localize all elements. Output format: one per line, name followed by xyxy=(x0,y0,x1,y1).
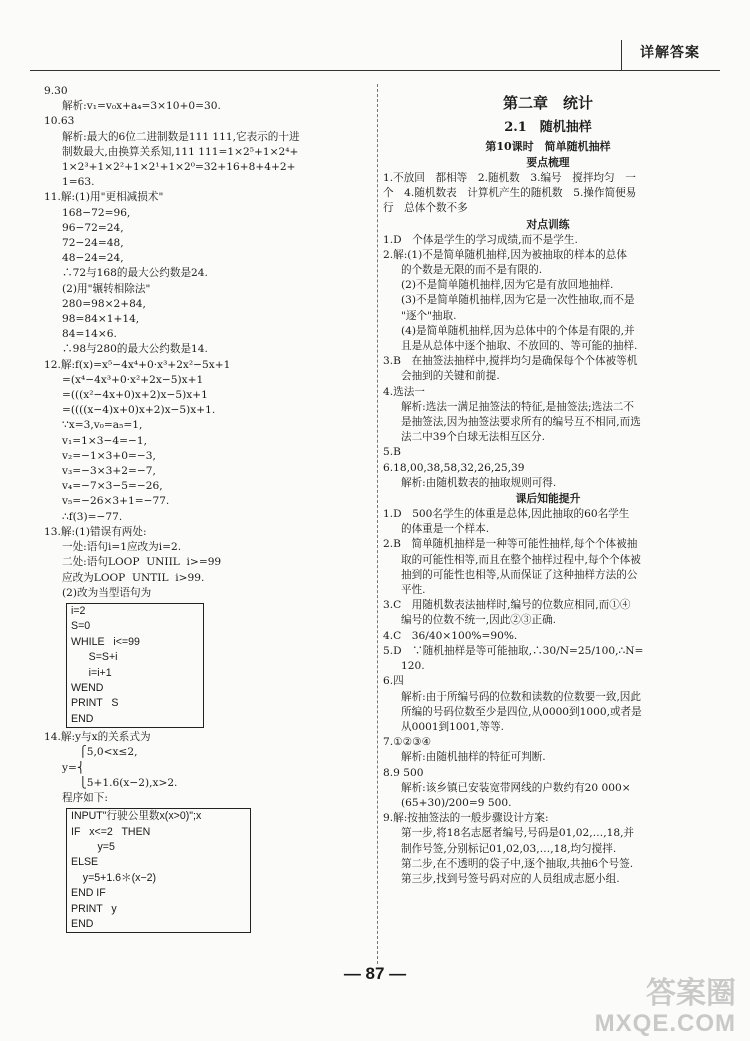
answer-line: 2.B 简单随机抽样是一种等可能性抽样,每个个体被抽 xyxy=(383,538,638,551)
answer-line: v₂=−1×3+0=−3, xyxy=(62,449,156,462)
answer-line: 280=98×2+84, xyxy=(62,297,146,310)
answer-line: 且是从总体中逐个抽取、不放回的、等可能的抽样. xyxy=(401,340,638,353)
answer-line: "逐个"抽取. xyxy=(401,309,457,322)
answer-line: 12.解:f(x)=x⁵−4x⁴+0·x³+2x²−5x+1 xyxy=(44,358,231,371)
answer-line: 解析:最大的6位二进制数是111 111,它表示的十进 xyxy=(62,130,300,143)
answer-line: =(((x²−4x+0)x+2)x−5)x+1 xyxy=(62,389,208,402)
answer-line: (4)是简单随机抽样,因为总体中的个体是有限的,并 xyxy=(401,324,635,337)
answer-line: 制作号签,分别标记01,02,03,…,18,均匀搅拌. xyxy=(401,842,617,855)
answer-line: 从0001到1001,等等. xyxy=(401,720,505,733)
key-points xyxy=(383,171,713,217)
answer-line: ⎩5+1.6(x−2),x>2. xyxy=(62,776,178,789)
answer-line: 编号的位数不统一,因此②③正确. xyxy=(401,614,557,627)
answer-line: 解析:该乡镇已安装宽带网线的户数约有20 000× xyxy=(401,781,631,794)
code-box-while xyxy=(66,603,204,728)
answer-line: 6.18,00,38,58,32,26,25,39 xyxy=(383,461,525,474)
answer-line: 120. xyxy=(401,660,425,673)
answer-line: 是抽签法,因为抽签法要求所有的编号互不相同,而选 xyxy=(401,416,641,429)
answer-line: ∴72与168的最大公约数是24. xyxy=(62,267,208,280)
answer-line: v₃=−3×3+2=−7, xyxy=(62,465,156,478)
answer-line: (65+30)/200=9 500. xyxy=(401,796,512,809)
page-number: — 87 — xyxy=(343,964,407,983)
answer-line: v₁=1×3−4=−1, xyxy=(62,434,147,447)
answer-line: 解析:由随机抽样的特征可判断. xyxy=(401,751,546,764)
watermark xyxy=(595,977,736,1037)
answer-line: 取的可能性相等,而且在整个抽样过程中,每个个体被 xyxy=(401,553,641,566)
answer-line: 一处:语句i=1应改为i=2. xyxy=(62,541,182,554)
code-line: ELSE xyxy=(71,856,99,869)
code-line: PRINT S xyxy=(71,697,119,710)
answer-line: 48−24=24, xyxy=(62,252,124,265)
code-line: END xyxy=(71,712,94,725)
code-line: END xyxy=(71,918,94,931)
answer-line: 的个数是无限的而不是有限的. xyxy=(401,264,543,277)
code-line: y=5 xyxy=(71,840,115,853)
answer-line: ⎧5,0<x≤2, xyxy=(62,746,138,759)
subheading-key-points: 要点梳理 xyxy=(526,156,570,169)
chapter-title: 第二章 统计 xyxy=(502,94,593,112)
answer-line: 6.四 xyxy=(383,675,404,688)
answer-line: (3)不是简单随机抽样,因为它是一次性抽取,而不是 xyxy=(401,294,635,307)
practice-answers xyxy=(383,233,713,491)
answer-line: 11.解:(1)用"更相减损术" xyxy=(44,191,164,204)
answer-line: 平性. xyxy=(401,584,426,597)
code-line: S=S+i xyxy=(71,651,118,664)
answer-line: 解析:由于所编号码的位数和读数的位数要一致,因此 xyxy=(401,690,641,703)
answer-line: v₅=−26×3+1=−77. xyxy=(62,495,170,508)
answer-line: 168−72=96, xyxy=(62,206,131,219)
code-line: WEND xyxy=(71,681,104,694)
answer-line: 98=84×1+14, xyxy=(62,313,140,326)
answer-line: 4.选法一 xyxy=(383,385,425,398)
answer-line: =((((x−4)x+0)x+2)x−5)x+1. xyxy=(62,404,216,417)
code-box-if xyxy=(66,808,251,933)
code-line: y=5+1.6＊(x−2) xyxy=(71,871,157,884)
answer-line: 解析:由随机数表的抽取规则可得. xyxy=(401,476,557,489)
answer-line: 法二中39个白球无法相互区分. xyxy=(401,431,545,444)
key-point-line: 行 总体个数不多 xyxy=(383,202,468,215)
answer-line: 第一步,将18名志愿者编号,号码是01,02,…,18,并 xyxy=(401,827,635,840)
code-line: i=i+1 xyxy=(71,666,112,679)
key-point-line: 1.不放回 都相等 2.随机数 3.编号 搅拌均匀 一 xyxy=(383,172,636,184)
watermark-line2: MXQE.COM xyxy=(594,1010,736,1037)
code-line: WHILE i<=99 xyxy=(71,635,140,648)
subheading-improve: 课后知能提升 xyxy=(515,492,581,506)
answer-line: 84=14×6. xyxy=(62,328,117,341)
key-point-line: 个 4.随机数表 计算机产生的随机数 5.操作简便易 xyxy=(383,187,637,200)
answer-line: (2)用"辗转相除法" xyxy=(62,282,151,295)
answer-line: 解析:v₁=v₀x+a₄=3×10+0=30. xyxy=(62,100,221,113)
header-tick xyxy=(621,40,622,70)
watermark-line1: 答案圈 xyxy=(646,977,736,1010)
answer-line: v₄=−7×3−5=−26, xyxy=(62,480,163,493)
answer-line: 9.30 xyxy=(44,85,68,97)
answer-line: y=⎨ xyxy=(62,761,85,774)
answer-line: 72−24=48, xyxy=(62,237,124,250)
right-column xyxy=(383,84,713,887)
answer-line: 1=63. xyxy=(62,176,95,189)
answer-line: 3.C 用随机数表法抽样时,编号的位数应相同,而①④ xyxy=(383,599,631,612)
code-line: IF x<=2 THEN xyxy=(71,825,151,838)
answer-line: 8.9 500 xyxy=(383,766,424,779)
answer-line: (2)改为当型语句为 xyxy=(62,586,152,599)
subheading-practice: 对点训练 xyxy=(526,217,570,231)
answer-line: 3.B 在抽签法抽样中,搅拌均匀是确保每个个体被等机 xyxy=(383,355,638,368)
answer-line: 所编的号码位数至少是四位,从0000到1000,或者是 xyxy=(401,705,642,718)
code-line: END IF xyxy=(71,887,106,900)
code-line: INPUT"行驶公里数x(x>0)";x xyxy=(71,810,202,823)
answer-line: 二处:语句LOOP UNIIL i>=99 xyxy=(62,556,222,569)
answer-line: 1×2³+1×2²+1×2¹+1×2⁰=32+16+8+4+2+ xyxy=(62,161,296,174)
answer-line: ∵x=3,v₀=a₅=1, xyxy=(62,419,143,432)
code-line: PRINT y xyxy=(71,902,117,915)
answer-line: 2.解:(1)不是简单随机抽样,因为被抽取的样本的总体 xyxy=(383,248,627,261)
answer-line: 7.①②③④ xyxy=(383,736,432,749)
answer-line: 制数最大,由换算关系知,111 111=1×2⁵+1×2⁴+ xyxy=(62,145,299,158)
answer-line: 1.D 500名学生的体重是总体,因此抽取的60名学生 xyxy=(383,508,630,521)
code-line: S=0 xyxy=(71,620,91,633)
answer-line: 应改为LOOP UNTIL i>99. xyxy=(62,571,205,584)
answer-line: 13.解:(1)错误有两处: xyxy=(44,525,147,538)
answer-line: 的体重是一个样本. xyxy=(401,523,490,536)
answer-line: 抽到的可能性也相等,从而保证了这种抽样方法的公 xyxy=(401,568,638,581)
answer-line: =(x⁴−4x³+0·x²+2x−5)x+1 xyxy=(62,373,204,386)
header-title: 详解答案 xyxy=(640,45,700,61)
left-answers xyxy=(44,84,374,601)
header-rule xyxy=(30,70,720,71)
code-line: i=2 xyxy=(71,604,86,617)
answer-line: (2)不是简单随机抽样,因为它是有放回地抽样. xyxy=(401,279,614,292)
answer-line: 96−72=24, xyxy=(62,221,124,234)
answer-line: 程序如下: xyxy=(62,791,108,804)
answer-line: ∴98与280的最大公约数是14. xyxy=(62,343,208,356)
answer-line: 9.解:按抽签法的一般步骤设计方案: xyxy=(383,812,549,825)
answer-line: 1.D 个体是学生的学习成绩,而不是学生. xyxy=(383,233,578,246)
answer-line: ∴f(3)=−77. xyxy=(62,510,123,523)
answer-line: 解析:选法一满足抽签法的特征,是抽签法;选法二不 xyxy=(401,400,634,413)
column-divider xyxy=(377,84,378,964)
answer-line: 10.63 xyxy=(44,115,75,128)
answer-line: 14.解:y与x的关系式为 xyxy=(44,731,151,744)
lesson-title: 第10课时 简单随机抽样 xyxy=(485,140,611,153)
answer-line: 4.C 36/40×100%=90%. xyxy=(383,629,518,642)
improve-answers xyxy=(383,507,713,887)
answer-line: 5.D ∵随机抽样是等可能抽取,∴30/N=25/100,∴N= xyxy=(383,644,644,657)
page-header xyxy=(0,0,750,70)
left-answers-14 xyxy=(44,730,374,806)
section-title: 2.1 随机抽样 xyxy=(504,120,592,135)
answer-line: 第三步,找到号签号码对应的人员组成志愿小组. xyxy=(401,872,620,885)
left-column xyxy=(44,84,374,935)
answer-line: 第二步,在不透明的袋子中,逐个抽取,共抽6个号签. xyxy=(401,857,634,870)
answer-line: 会抽到的关键和前提. xyxy=(401,370,500,383)
answer-line: 5.B xyxy=(383,446,401,459)
